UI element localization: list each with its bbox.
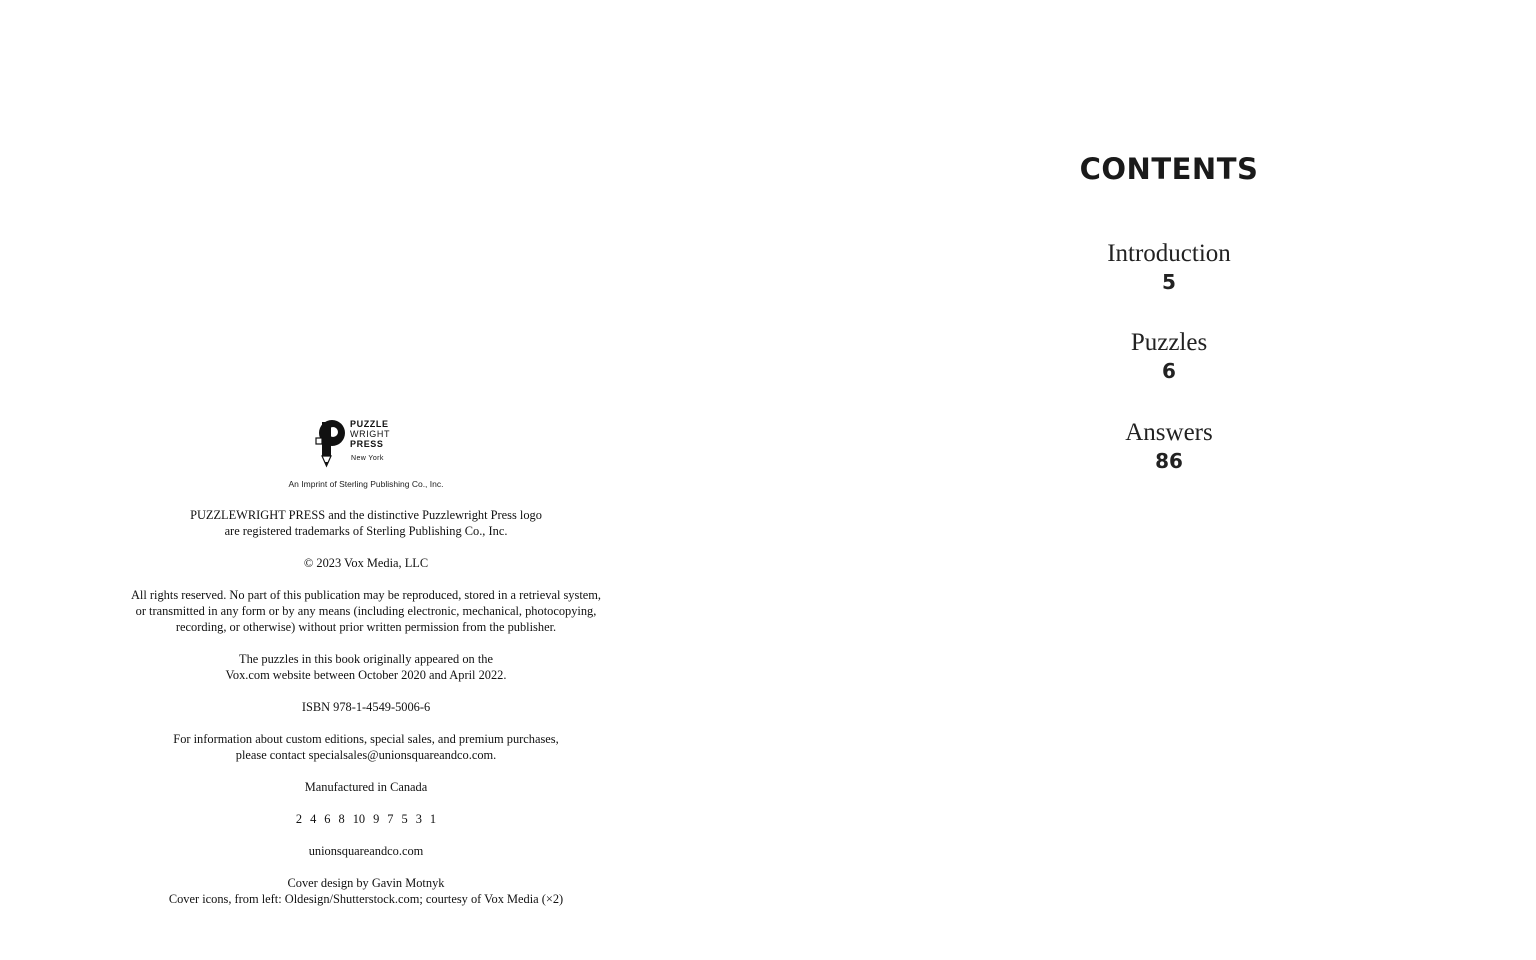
isbn <box>0 699 732 715</box>
text-line: Vox.com website between October 2020 and April 2022. <box>225 668 507 682</box>
copyright-page <box>0 0 732 960</box>
sales-paragraph <box>0 731 732 763</box>
text-line: For information about custom editions, special sales, and premium purchases, <box>173 732 559 746</box>
toc-label: Answers <box>1125 419 1213 446</box>
copyright-text <box>0 507 732 907</box>
printing-number: 7 <box>387 812 394 826</box>
imprint-line: An Imprint of Sterling Publishing Co., Inc. <box>288 479 444 489</box>
printing-number: 9 <box>373 812 380 826</box>
printing-number: 10 <box>352 812 366 826</box>
printing-number: 6 <box>324 812 331 826</box>
text-line: Cover design by Gavin Motnyk <box>287 876 445 890</box>
toc-entry-puzzles <box>768 328 1536 384</box>
toc-entry-answers <box>768 418 1536 474</box>
printing-number: 4 <box>310 812 317 826</box>
credits-paragraph <box>0 875 732 907</box>
text-line: please contact specialsales@unionsquareandco.com. <box>235 748 497 762</box>
text-line: recording, or otherwise) without prior written permission from the publisher. <box>175 620 557 634</box>
toc-page-number: 86 <box>1155 449 1183 473</box>
text-line: The puzzles in this book originally appeared on the <box>239 652 493 666</box>
printing-number: 3 <box>415 812 422 826</box>
toc-label: Introduction <box>1107 240 1231 267</box>
text-line: are registered trademarks of Sterling Publishing Co., Inc. <box>224 524 508 538</box>
text-line: All rights reserved. No part of this publication may be reproduced, stored in a retrieval system, <box>130 588 602 602</box>
publisher-logo-block <box>0 416 732 489</box>
text-line: unionsquareandco.com <box>308 844 424 858</box>
pencil-p-logo-icon <box>306 416 350 470</box>
logo-city: New York <box>351 455 384 462</box>
toc-page-number: 6 <box>1162 359 1176 383</box>
printing-number: 1 <box>429 812 437 826</box>
rights-paragraph <box>0 587 732 635</box>
printing-line <box>0 811 732 827</box>
text-line: or transmitted in any form or by any means (including electronic, mechanical, photocopying, <box>135 604 597 618</box>
printing-number: 5 <box>401 812 408 826</box>
logo-word-wright: WRIGHT <box>350 429 391 439</box>
toc-label: Puzzles <box>1130 329 1208 356</box>
contents-title: CONTENTS <box>1079 152 1259 186</box>
copyright-notice <box>0 555 732 571</box>
text-line: PUZZLEWRIGHT PRESS and the distinctive Puzzlewright Press logo <box>190 508 542 522</box>
puzzlewright-logo <box>306 416 426 470</box>
toc-page-number: 5 <box>1162 270 1176 294</box>
origin-paragraph <box>0 651 732 683</box>
contents-page <box>768 0 1536 960</box>
text-line: Manufactured in Canada <box>304 780 428 794</box>
printing-number: 2 <box>295 812 303 826</box>
printing-number: 8 <box>338 812 345 826</box>
logo-word-puzzle: PUZZLE <box>350 419 389 429</box>
website-line <box>0 843 732 859</box>
text-line: Cover icons, from left: Oldesign/Shutterstock.com; courtesy of Vox Media (×2) <box>168 892 564 906</box>
toc-entry-introduction <box>768 239 1536 295</box>
text-line: ISBN 978-1-4549-5006-6 <box>301 700 431 714</box>
text-line: © 2023 Vox Media, LLC <box>303 556 429 570</box>
manufactured-line <box>0 779 732 795</box>
trademark-paragraph <box>0 507 732 539</box>
logo-word-press: PRESS <box>350 439 384 449</box>
